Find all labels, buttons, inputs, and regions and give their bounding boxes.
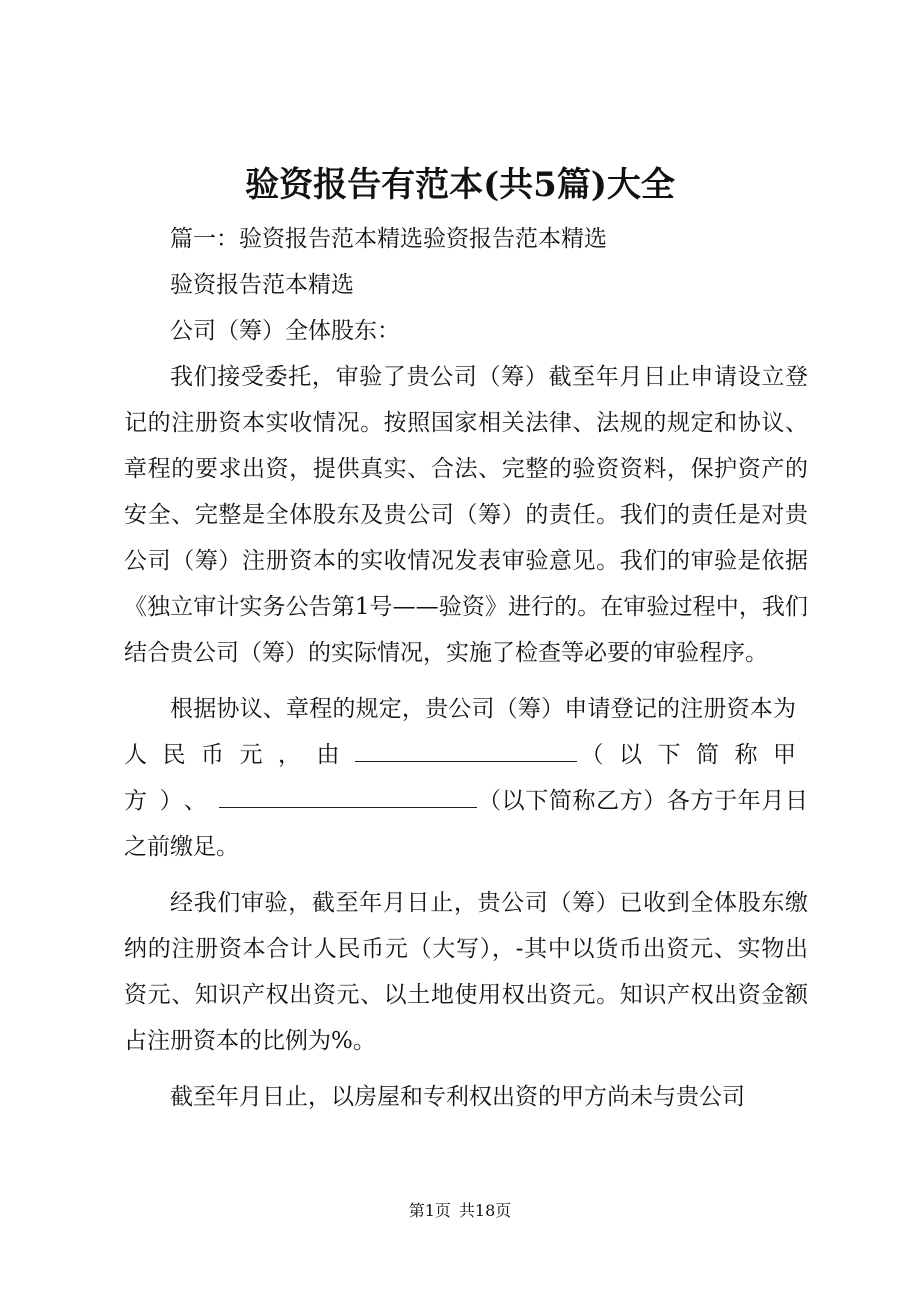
section-heading: 篇一：验资报告范本精选验资报告范本精选 <box>170 226 607 252</box>
subtitle-paragraph: 验资报告范本精选 <box>170 272 354 298</box>
capital-terms-line1: 根据协议、章程的规定，贵公司（筹）申请登记的注册资本 <box>170 696 773 722</box>
blank-line-party-a <box>355 739 577 762</box>
body-paragraph-cutoff: 截至年月日止，以房屋和专利权出资的甲方尚未与贵公司 <box>170 1084 745 1110</box>
page-footer <box>0 1196 920 1226</box>
salutation-paragraph: 公司（筹）全体股东： <box>170 318 400 344</box>
document-title: 验资报告有范本(共5篇)大全 <box>245 165 675 205</box>
capital-terms-part-c: （以下简称乙方）各方于年月日之前缴足。 <box>124 788 809 860</box>
capital-terms-part-a: 为人民币元，由 <box>124 696 808 768</box>
page-number: 第1页 <box>408 1201 451 1220</box>
blank-line-party-b <box>219 785 477 808</box>
document-body <box>124 216 808 1120</box>
body-paragraph-engagement: 我们接受委托，审验了贵公司（筹）截至年月日止申请设立登记的注册资本实收情况。按照国家相关法律、法规的规定和协议、章程的要求出资，提供真实、合法、完整的验资资料，保护资产的安全、完整是全体股东及贵公司（筹）的责任。我们的责任是对贵公司（筹）注册资本的实收情况发表审验意见。我们的审验是依据《独立审计实务公告第1号——验资》进行的。在审验过程中，我们结合贵公司（筹）的实际情况，实施了检查等必要的审验程序。 <box>124 364 808 666</box>
page-total: 共18页 <box>458 1201 512 1220</box>
body-paragraph-capital-terms <box>124 686 808 870</box>
capital-terms-part-b: （以下简称甲方）、 <box>124 742 808 814</box>
body-paragraph-verification: 经我们审验，截至年月日止，贵公司（筹）已收到全体股东缴纳的注册资本合计人民币元（大写），-其中以货币出资元、实物出资元、知识产权出资元、以土地使用权出资元。知识产权出资金额占注册资本的比例为%。 <box>124 890 808 1054</box>
